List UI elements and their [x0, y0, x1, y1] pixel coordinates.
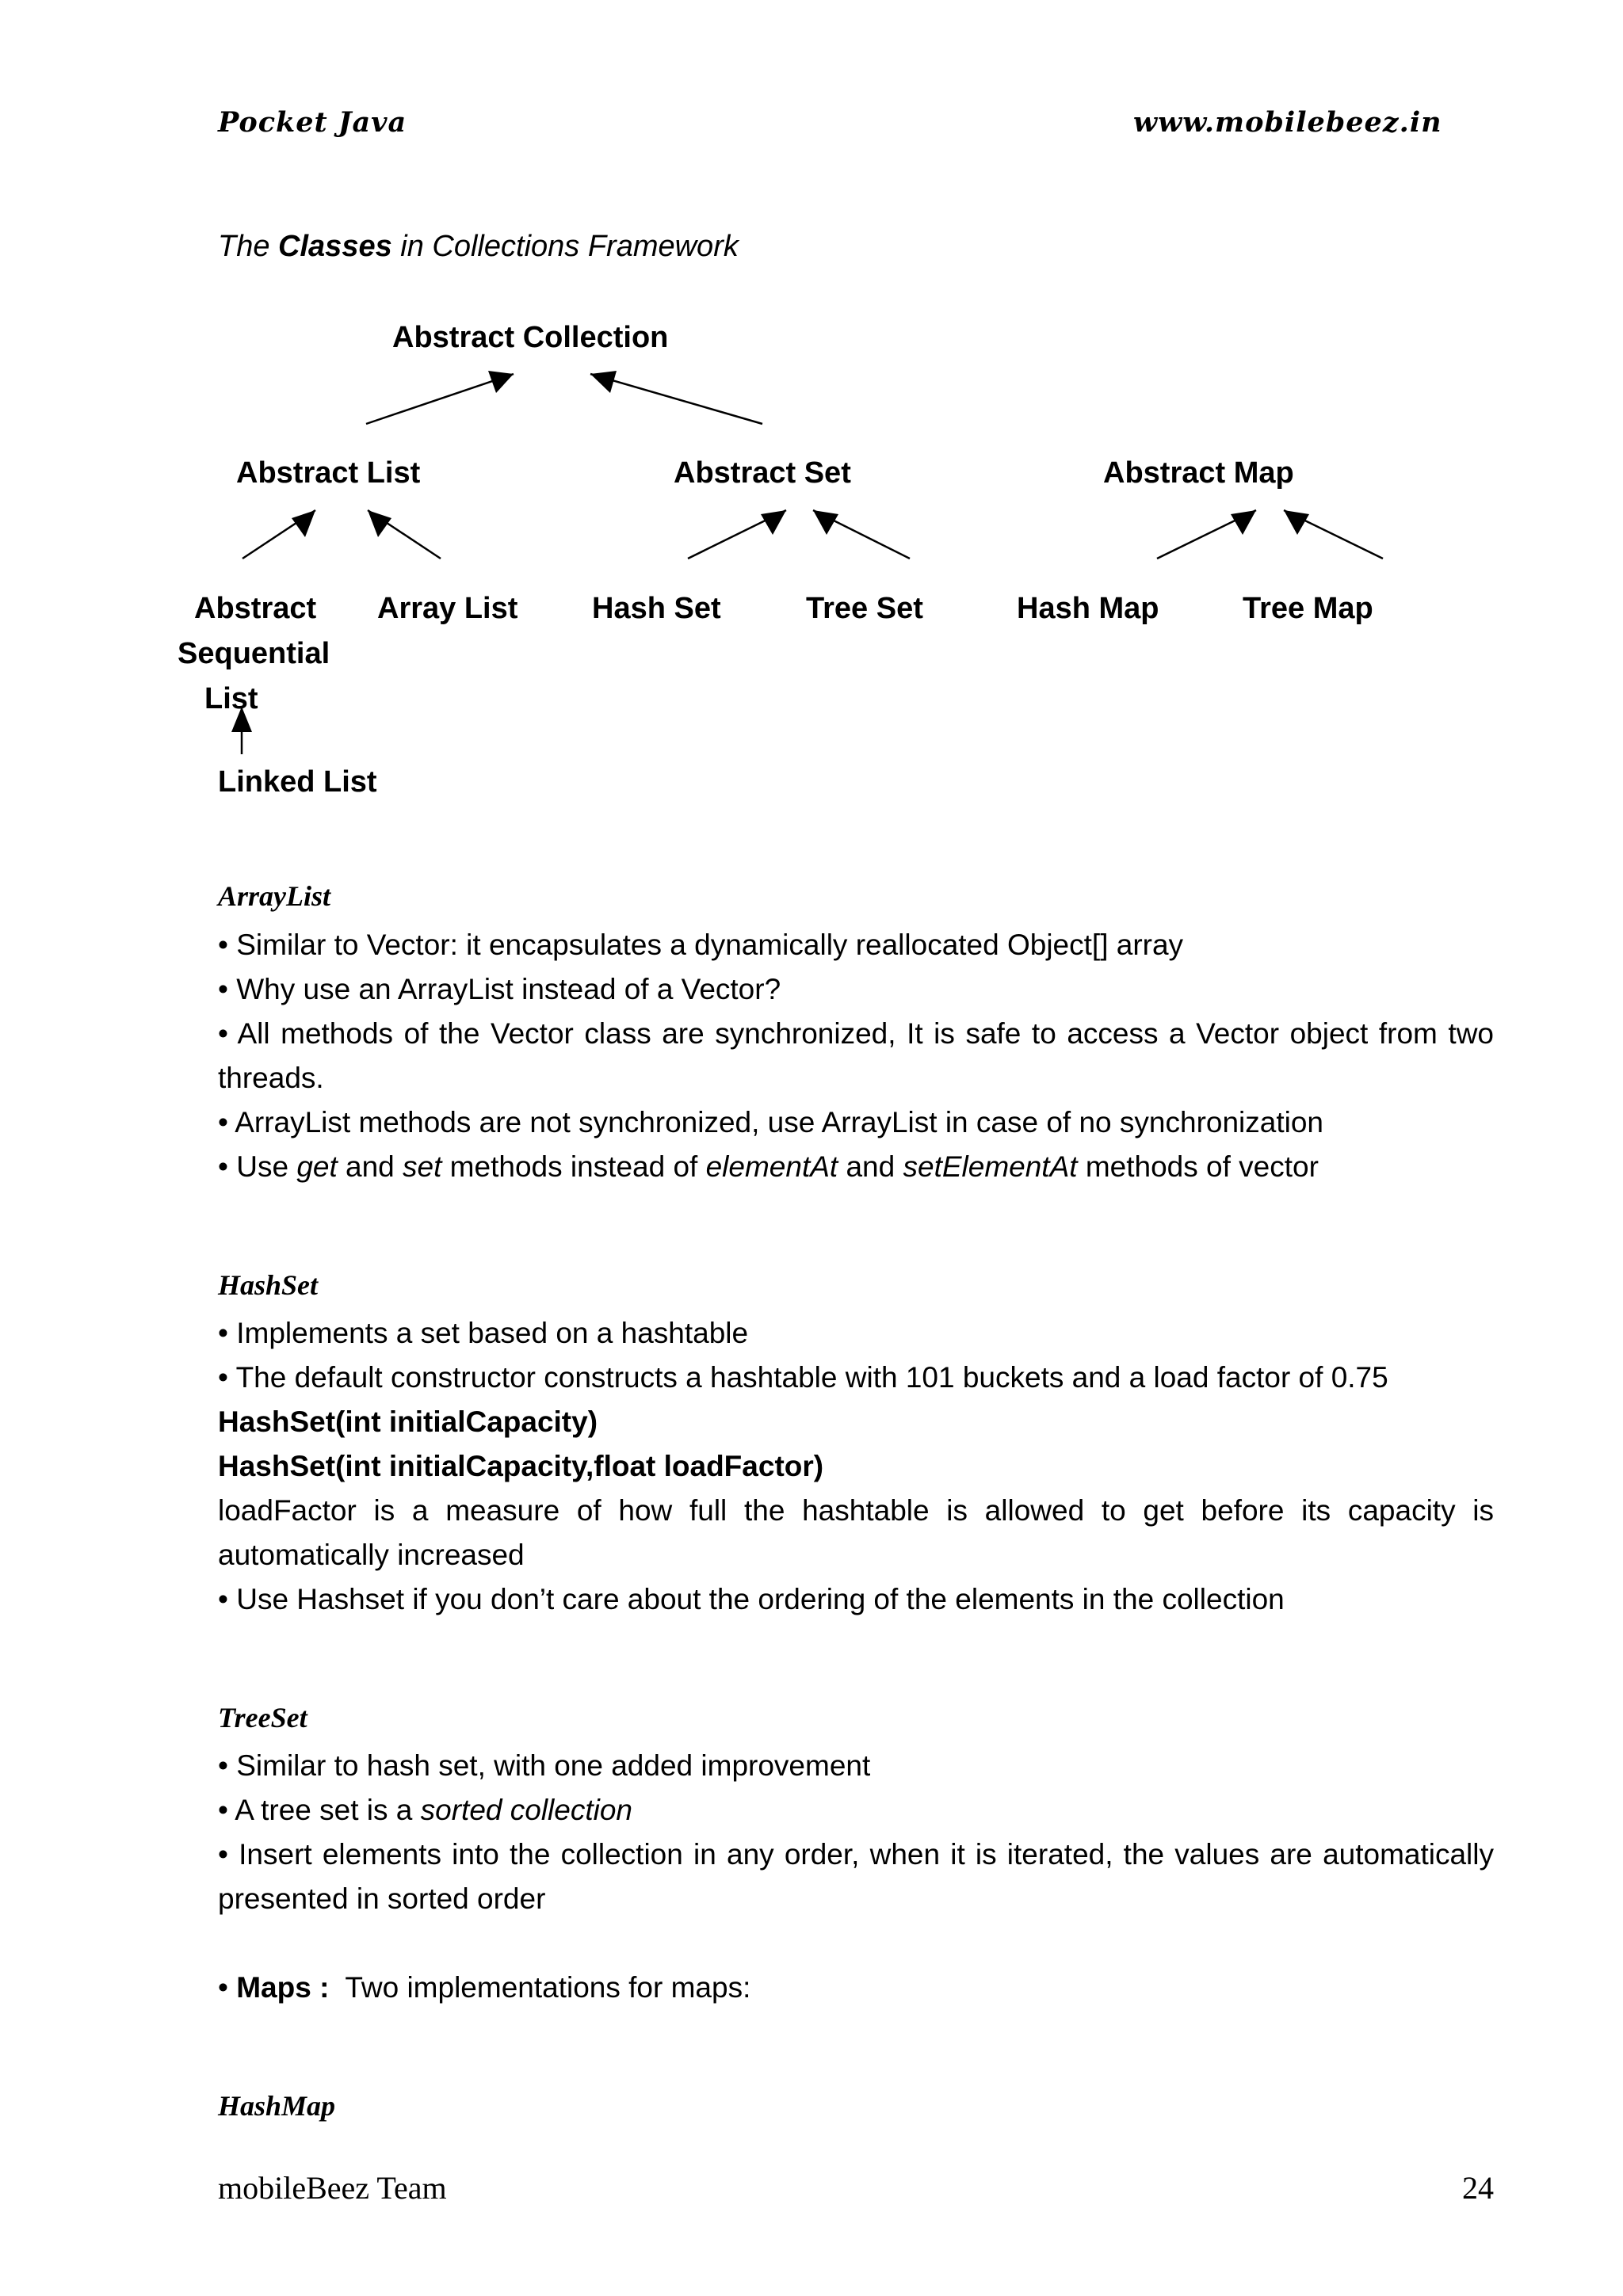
treeset-title: TreeSet — [218, 1702, 307, 1733]
treeset-bullet-3-line1: • Insert elements into the collection in any order, when it is iterated, the values are automatically — [218, 1838, 1494, 1871]
arraylist-b5-p1: • Use — [218, 1150, 297, 1183]
arraylist-bullet-1: • Similar to Vector: it encapsulates a dynamically reallocated Object[] array — [218, 929, 1184, 961]
hierarchy-arrows — [0, 0, 1623, 792]
arraylist-b5-setelementat: setElementAt — [903, 1150, 1078, 1183]
treeset-body — [218, 1744, 1494, 1921]
hashset-body — [218, 1311, 1494, 1622]
arraylist-title: ArrayList — [218, 880, 331, 912]
hashmap-title: HashMap — [218, 2090, 336, 2122]
header-title: Pocket Java — [218, 106, 407, 139]
hashset-loadfactor-line2: automatically increased — [218, 1539, 525, 1571]
treeset-bullet-2 — [218, 1788, 1494, 1833]
treeset-bullet-3-line2: presented in sorted order — [218, 1882, 546, 1915]
arraylist-b5-p3: methods instead of — [441, 1150, 706, 1183]
node-hash-map: Hash Map — [1017, 592, 1159, 625]
hashset-constructor-2: HashSet(int initialCapacity,float loadFactor) — [218, 1450, 824, 1482]
arraylist-b5-elementat: elementAt — [705, 1150, 838, 1183]
treeset-bullet-1: • Similar to hash set, with one added improvement — [218, 1749, 871, 1782]
node-abstract-list: Abstract List — [236, 456, 421, 490]
arrowhead-hashset-to-set — [761, 510, 786, 535]
arrowhead-hashmap-to-map — [1231, 510, 1256, 535]
hashset-bullet-1: • Implements a set based on a hashtable — [218, 1317, 749, 1349]
treeset-b2-text: • A tree set is a — [218, 1794, 421, 1826]
maps-text — [218, 1966, 1494, 2010]
arrow-list-to-collection — [366, 374, 514, 424]
node-abstract-set: Abstract Set — [674, 456, 851, 490]
footer-team: mobileBeez Team — [218, 2170, 447, 2206]
hashset-constructor-1: HashSet(int initialCapacity) — [218, 1405, 598, 1438]
header-url: www.mobilebeez.in — [1133, 106, 1442, 139]
arrowhead-treemap-to-map — [1284, 510, 1309, 535]
hashset-loadfactor-line1: loadFactor is a measure of how full the hashtable is allowed to get before its capacity is — [218, 1494, 1494, 1527]
node-abstract-sequential-list-line2: Sequential — [178, 637, 330, 670]
node-abstract-sequential-list-line3: List — [204, 682, 258, 715]
page-number: 24 — [1462, 2170, 1494, 2206]
arraylist-b5-p2: and — [337, 1150, 403, 1183]
arraylist-b5-p4: and — [838, 1150, 903, 1183]
maps-label: Maps : — [236, 1971, 330, 2004]
caption-pre: The — [218, 230, 279, 263]
arraylist-body — [218, 923, 1494, 1189]
arraylist-b5-set: set — [403, 1150, 442, 1183]
arrow-set-to-collection — [590, 374, 762, 424]
node-tree-map: Tree Map — [1243, 592, 1373, 625]
node-abstract-map: Abstract Map — [1103, 456, 1294, 490]
maps-bullet: • — [218, 1971, 237, 2004]
arrowhead-treeset-to-set — [813, 510, 838, 535]
arraylist-b5-p5: methods of vector — [1077, 1150, 1319, 1183]
arraylist-b5-get: get — [296, 1150, 338, 1183]
arraylist-bullet-4: • ArrayList methods are not synchronized, use ArrayList in case of no synchronization — [218, 1106, 1323, 1138]
hashset-bullet-2: • The default constructor constructs a hashtable with 101 buckets and a load factor of 0.75 — [218, 1361, 1388, 1394]
arraylist-bullet-3-line1: • All methods of the Vector class are synchronized, It is safe to access a Vector object from two — [218, 1017, 1494, 1050]
node-linked-list: Linked List — [218, 765, 377, 799]
hashset-bullet-3: • Use Hashset if you don’t care about the ordering of the elements in the collection — [218, 1583, 1285, 1615]
node-array-list: Array List — [377, 592, 518, 625]
hashset-title: HashSet — [218, 1269, 319, 1301]
treeset-b2-italic: sorted collection — [420, 1794, 633, 1826]
node-abstract-sequential-list-line1: Abstract — [194, 592, 317, 625]
arraylist-bullet-3-line2: threads. — [218, 1062, 324, 1094]
node-abstract-collection: Abstract Collection — [392, 321, 669, 354]
node-tree-set: Tree Set — [806, 592, 923, 625]
arraylist-bullet-2: • Why use an ArrayList instead of a Vector? — [218, 973, 781, 1005]
arraylist-bullet-5 — [218, 1145, 1494, 1189]
maps-description: Two implementations for maps: — [329, 1971, 751, 2004]
caption-post: in Collections Framework — [391, 230, 739, 263]
maps-line — [218, 1966, 1494, 2010]
arrowhead-set-to-collection — [590, 371, 617, 393]
caption-bold: Classes — [278, 230, 392, 263]
node-hash-set: Hash Set — [592, 592, 721, 625]
